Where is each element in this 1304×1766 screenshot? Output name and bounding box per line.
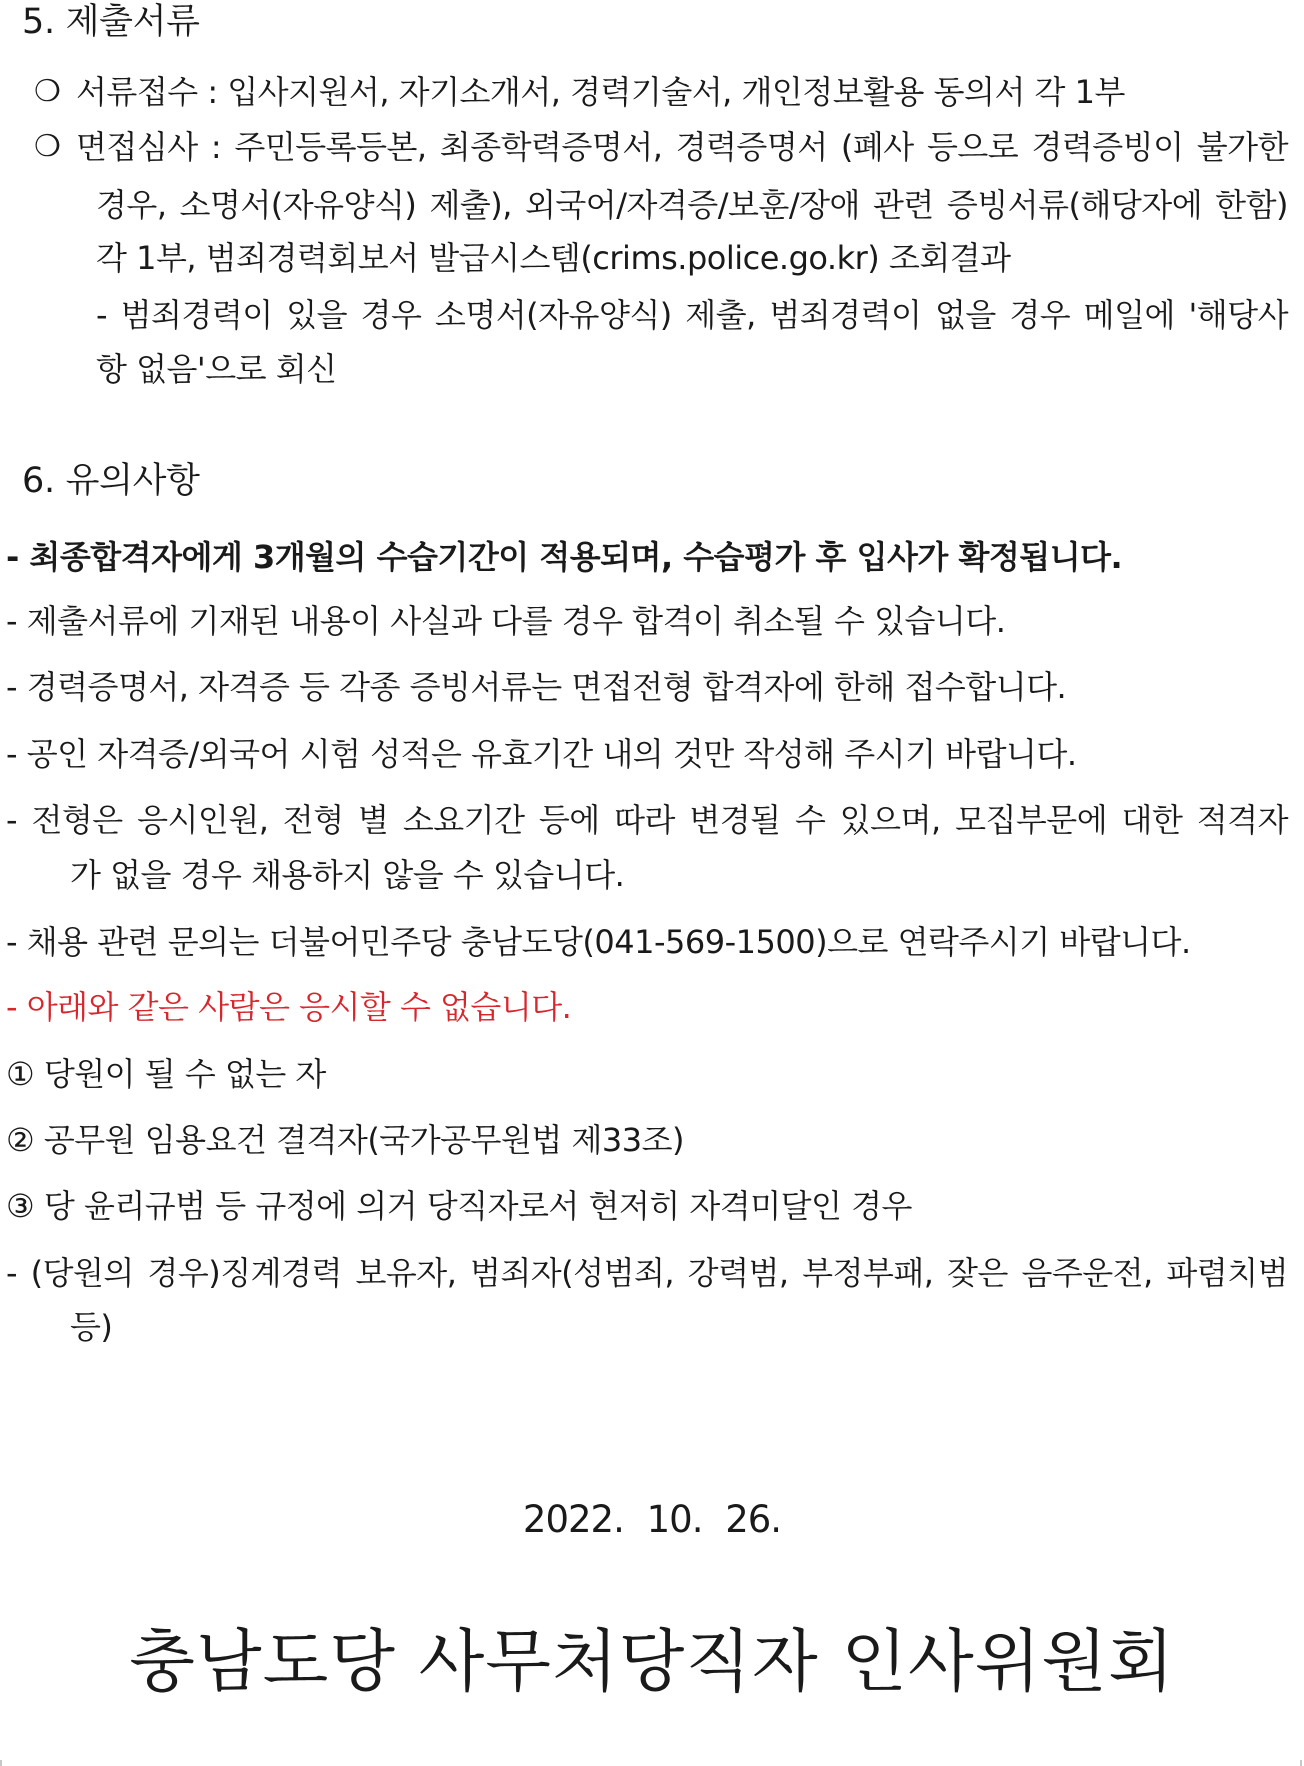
- note-certificates: - 공인 자격증/외국어 시험 성적은 유효기간 내의 것만 작성해 주시기 바랍니다.: [6, 735, 1077, 773]
- circle-bullet-icon: ❍: [34, 74, 61, 109]
- ineligible-item-1: ① 당원이 될 수 없는 자: [6, 1055, 326, 1093]
- ineligible-item-4-line-1: - (당원의 경우)징계경력 보유자, 범죄자(성범죄, 강력범, 부정부패, 잦은 음주운전, 파렴치범: [6, 1254, 1288, 1292]
- ineligible-item-3: ③ 당 윤리규범 등 규정에 의거 당직자로서 현저히 자격미달인 경우: [6, 1187, 912, 1225]
- page-corner-mark: [0, 1760, 2, 1766]
- page-corner-mark: [1300, 1760, 1302, 1766]
- ineligible-item-2: ② 공무원 임용요건 결격자(국가공무원법 제33조): [6, 1121, 684, 1159]
- note-contact: - 채용 관련 문의는 더불어민주당 충남도당(041-569-1500)으로 연락주시기 바랍니다.: [6, 923, 1191, 961]
- section5-heading: 5. 제출서류: [22, 2, 200, 42]
- interview-docs-line-1: 면접심사 : 주민등록등본, 최종학력증명서, 경력증명서 (폐사 등으로 경력증빙이 불가한: [76, 128, 1288, 166]
- announcement-date: 2022. 10. 26.: [522, 1498, 782, 1541]
- note-evidence-docs: - 경력증명서, 자격증 등 각종 증빙서류는 면접전형 합격자에 한해 접수합니다.: [6, 668, 1067, 706]
- issuer-signature: 충남도당 사무처당직자 인사위원회: [129, 1623, 1175, 1702]
- warning-ineligible: - 아래와 같은 사람은 응시할 수 없습니다.: [6, 988, 572, 1026]
- interview-docs-line-2: 경우, 소명서(자유양식) 제출), 외국어/자격증/보훈/장애 관련 증빙서류(해당자에 한함): [96, 186, 1288, 224]
- circle-bullet-icon: ❍: [34, 129, 61, 164]
- interview-docs-line-3: 각 1부, 범죄경력회보서 발급시스템(crims.police.go.kr) 조회결과: [96, 239, 1011, 277]
- criminal-record-note-line-1: - 범죄경력이 있을 경우 소명서(자유양식) 제출, 범죄경력이 없을 경우 메일에 '해당사: [96, 296, 1288, 334]
- criminal-record-note-line-2: 항 없음'으로 회신: [96, 350, 337, 388]
- note-process-change-line-2: 가 없을 경우 채용하지 않을 수 있습니다.: [70, 856, 625, 894]
- section6-heading: 6. 유의사항: [22, 461, 200, 501]
- ineligible-item-4-line-2: 등): [70, 1308, 113, 1346]
- note-probation: - 최종합격자에게 3개월의 수습기간이 적용되며, 수습평가 후 입사가 확정됩니다.: [6, 538, 1123, 576]
- note-process-change-line-1: - 전형은 응시인원, 전형 별 소요기간 등에 따라 변경될 수 있으며, 모집부문에 대한 적격자: [6, 801, 1288, 839]
- doc-receipt-line: 서류접수 : 입사지원서, 자기소개서, 경력기술서, 개인정보활용 동의서 각 1부: [76, 73, 1125, 111]
- note-cancellation: - 제출서류에 기재된 내용이 사실과 다를 경우 합격이 취소될 수 있습니다.: [6, 602, 1006, 640]
